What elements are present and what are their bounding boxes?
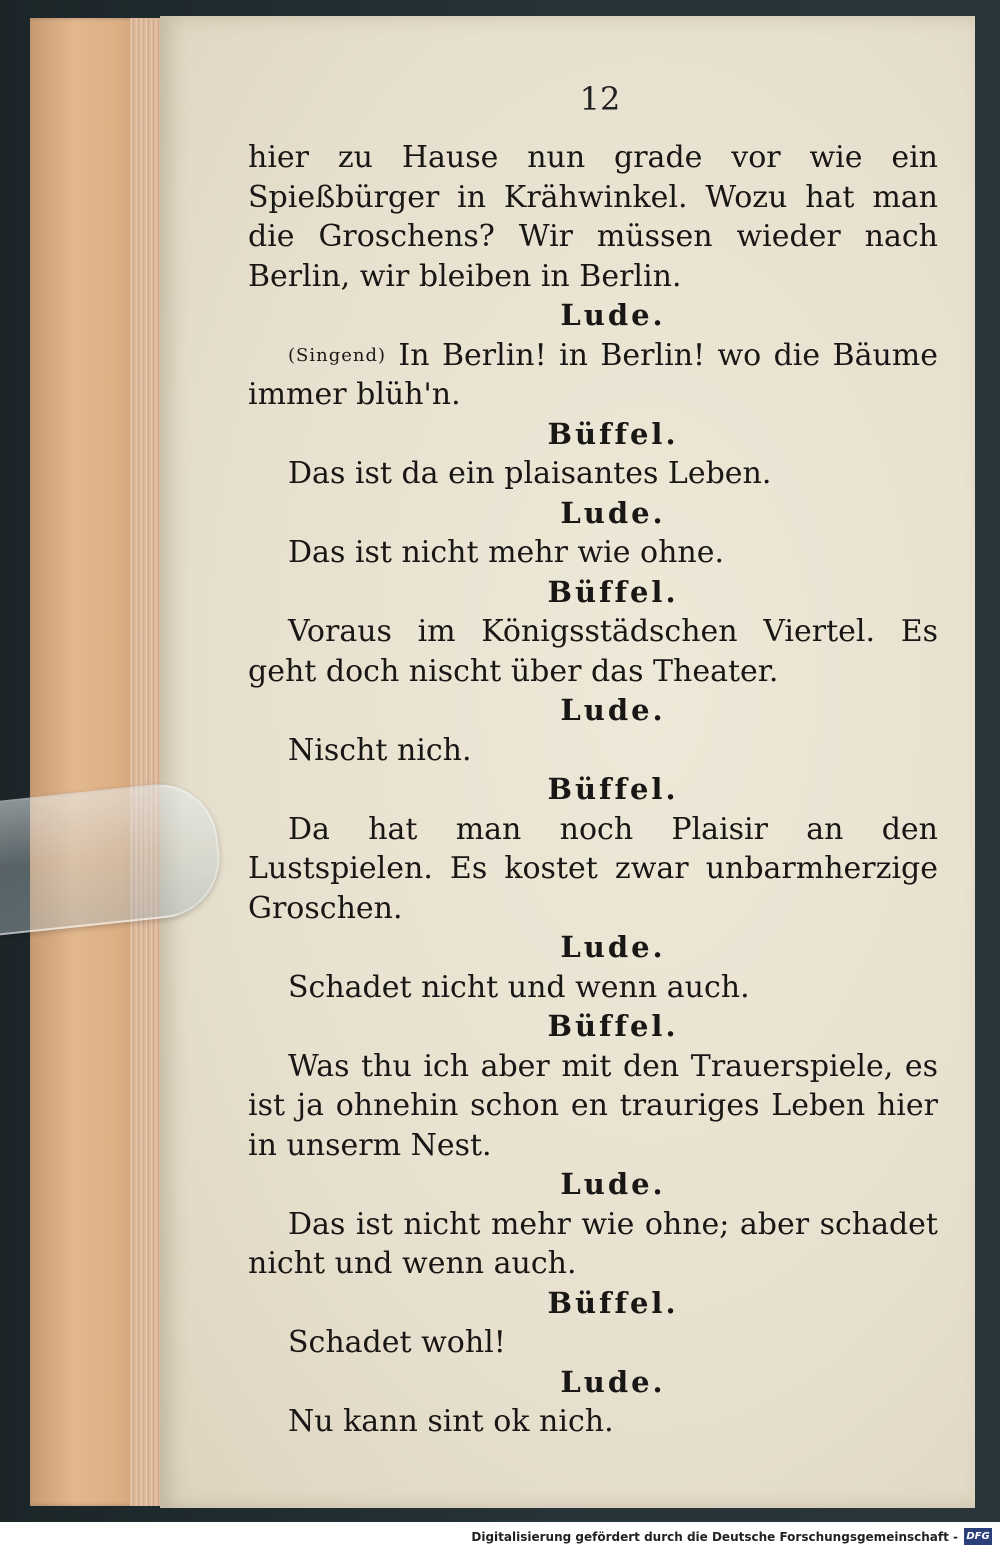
dialogue-line (248, 336, 938, 415)
dialogue-line (248, 731, 938, 771)
speaker-name: Büffel. (547, 1285, 679, 1320)
speaker-name: Lude. (560, 1167, 666, 1201)
page-number: 12 (579, 80, 621, 118)
dialogue-text: Das ist da ein plaisantes Leben. (288, 456, 772, 491)
dialogue-line (248, 612, 938, 691)
dialogue-line (248, 1047, 938, 1166)
dialogue-text: Was thu ich aber mit den Trauerspiele, es ist ja ohnehin schon en trauriges Leben hier in unserm Nest. (248, 1048, 938, 1163)
speaker-name: Büffel. (547, 772, 679, 806)
speaker-name: Büffel. (547, 1009, 679, 1043)
dialogue-text: Nischt nich. (288, 732, 472, 768)
dialogue-text: Das ist nicht mehr wie ohne; aber schadet nicht und wenn auch. (248, 1206, 938, 1281)
dialogue-text: Das ist nicht mehr wie ohne. (288, 535, 725, 570)
dialogue-line (248, 1323, 938, 1363)
speaker-name: Lude. (560, 298, 666, 332)
speaker-name: Lude. (560, 1364, 666, 1399)
dialogue-line (248, 138, 938, 296)
dialogue-line (248, 533, 938, 573)
speaker-name: Büffel. (547, 416, 679, 451)
dialogue-text: Da hat man noch Plaisir an den Lustspielen. Es kostet zwar unbarmherzige Groschen. (248, 811, 938, 926)
stage-direction: (Singend) (288, 344, 387, 366)
dialogue-line (248, 1402, 938, 1442)
dialogue-line (248, 810, 938, 929)
speaker-name: Lude. (560, 930, 666, 964)
dialogue-text: Voraus im Königsstädschen Viertel. Es geht doch nischt über das Theater. (248, 614, 938, 689)
speaker-name: Lude. (560, 495, 666, 530)
dfg-logo: DFG (964, 1528, 992, 1545)
speaker-name: Lude. (560, 693, 666, 727)
digitization-credit: Digitalisierung gefördert durch die Deutsche Forschungsgemeinschaft - (471, 1530, 958, 1544)
dialogue-line (248, 1205, 938, 1284)
speaker-name: Büffel. (547, 574, 679, 609)
dialogue-text: In Berlin! in Berlin! wo die Bäume immer blüh'n. (248, 337, 938, 412)
dialogue-text: Schadet nicht und wenn auch. (288, 969, 750, 1005)
dialogue-text: Schadet wohl! (288, 1325, 506, 1360)
dialogue-line (248, 968, 938, 1008)
page-text (248, 138, 938, 1442)
dialogue-text: Nu kann sint ok nich. (288, 1404, 614, 1439)
dialogue-line (248, 454, 938, 494)
dialogue-text: hier zu Hause nun grade vor wie ein Spießbürger in Krähwinkel. Wozu hat man die Groschens? Wir müssen wieder nach Berlin, wir bleiben in Berlin. (248, 140, 938, 294)
